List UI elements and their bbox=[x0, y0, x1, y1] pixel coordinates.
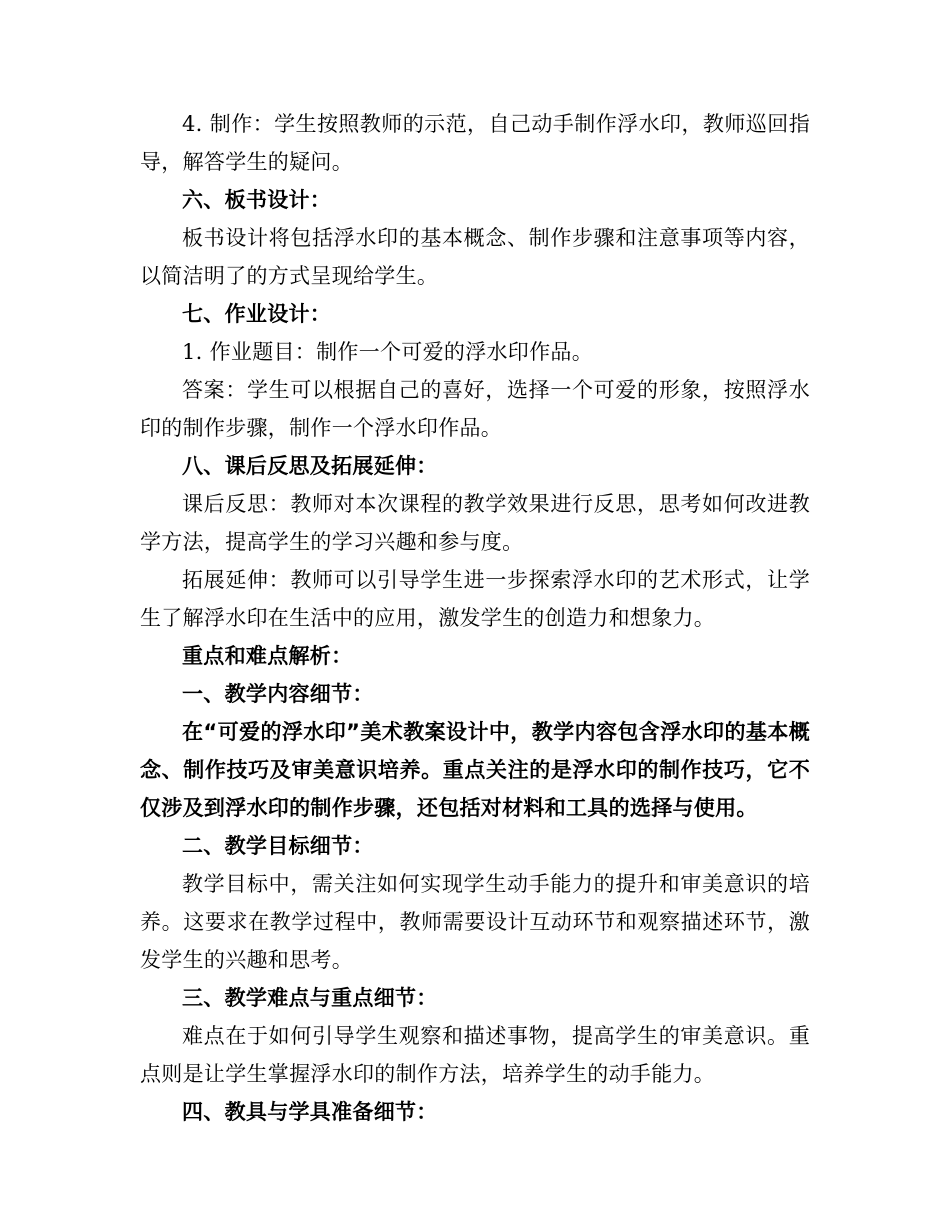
goal-details-paragraph: 教学目标中，需关注如何实现学生动手能力的提升和审美意识的培养。这要求在教学过程中，教师需要设计互动环节和观察描述环节，激发学生的兴趣和思考。 bbox=[140, 872, 810, 972]
section-heading-homework: 七、作业设计： bbox=[182, 302, 332, 326]
section-heading-goal-details: 二、教学目标细节： bbox=[182, 834, 374, 858]
section-heading-content-details: 一、教学内容细节： bbox=[182, 682, 374, 706]
section-heading-materials-details: 四、教具与学具准备细节： bbox=[182, 1100, 438, 1124]
board-design-paragraph: 板书设计将包括浮水印的基本概念、制作步骤和注意事项等内容，以简洁明了的方式呈现给学生。 bbox=[140, 226, 810, 288]
step-4-paragraph: 4. 制作：学生按照教师的示范，自己动手制作浮水印，教师巡回指导，解答学生的疑问。 bbox=[140, 112, 810, 174]
difficulty-details-paragraph: 难点在于如何引导学生观察和描述事物，提高学生的审美意识。重点则是让学生掌握浮水印的制作方法，培养学生的动手能力。 bbox=[140, 1024, 810, 1086]
homework-question-paragraph: 1. 作业题目：制作一个可爱的浮水印作品。 bbox=[182, 340, 594, 364]
section-heading-reflection: 八、课后反思及拓展延伸： bbox=[182, 454, 438, 478]
document-body bbox=[140, 105, 810, 1131]
section-heading-key-points: 重点和难点解析： bbox=[182, 644, 353, 668]
homework-answer-paragraph: 答案：学生可以根据自己的喜好，选择一个可爱的形象，按照浮水印的制作步骤，制作一个浮水印作品。 bbox=[140, 378, 810, 440]
reflection-paragraph: 课后反思：教师对本次课程的教学效果进行反思，思考如何改进教学方法，提高学生的学习兴趣和参与度。 bbox=[140, 492, 810, 554]
section-heading-difficulty-details: 三、教学难点与重点细节： bbox=[182, 986, 438, 1010]
section-heading-board-design: 六、板书设计： bbox=[182, 188, 332, 212]
extension-paragraph: 拓展延伸：教师可以引导学生进一步探索浮水印的艺术形式，让学生了解浮水印在生活中的应用，激发学生的创造力和想象力。 bbox=[140, 568, 810, 630]
content-details-paragraph: 在“可爱的浮水印”美术教案设计中，教学内容包含浮水印的基本概念、制作技巧及审美意识培养。重点关注的是浮水印的制作技巧，它不仅涉及到浮水印的制作步骤，还包括对材料和工具的选择与使用。 bbox=[140, 720, 810, 820]
